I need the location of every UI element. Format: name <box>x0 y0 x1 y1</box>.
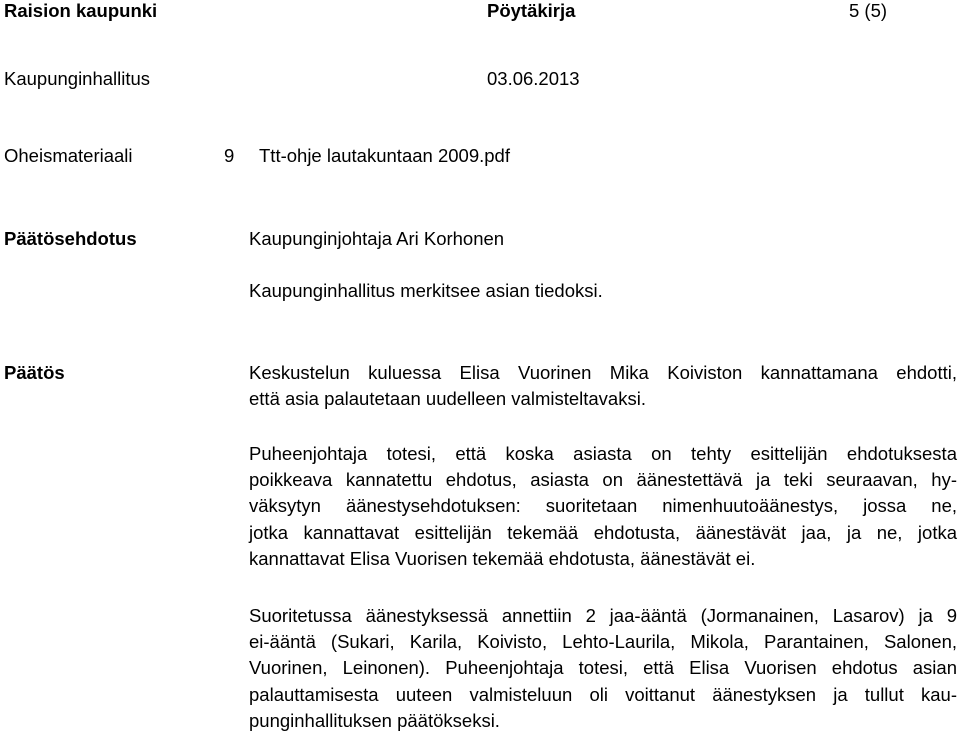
paragraph-line: Suoritetussa äänestyksessä annettiin 2 jaa-ääntä (Jormanainen, Lasarov) ja 9 <box>249 605 957 626</box>
paragraph-line: kannattavat Elisa Vuorisen tekemää ehdotusta, äänestävät ei. <box>249 547 756 569</box>
paragraph-line: jotka kannattavat esittelijän tekemää ehdotusta, äänestävät jaa, ja ne, jotka <box>249 521 957 543</box>
proposal-text: Kaupunginhallitus merkitsee asian tiedoksi. <box>249 280 603 301</box>
attachment-number: 9 <box>224 145 235 166</box>
paragraph-line: väksytyn äänestysehdotuksen: suoritetaan nimenhuutoäänestys, jossa ne, <box>249 495 957 517</box>
paragraph-line: Keskustelun kuluessa Elisa Vuorinen Mika Koiviston kannattamana ehdotti, <box>249 362 957 383</box>
organization-name: Raision kaupunki <box>4 0 158 21</box>
paragraph-line: palauttamisesta uuteen valmisteluun oli voittanut äänestyksen ja tullut kau- <box>249 683 957 705</box>
proposal-presenter: Kaupunginjohtaja Ari Korhonen <box>249 228 505 249</box>
paragraph-line: poikkeava kannatettu ehdotus, asiasta on äänestettävä ja teki seuraavan, hy- <box>249 469 957 491</box>
attachment-title: Ttt-ohje lautakuntaan 2009.pdf <box>259 145 510 166</box>
decision-paragraph-2 <box>249 441 957 572</box>
attachment-label: Oheismateriaali <box>4 145 133 166</box>
decision-label: Päätös <box>4 362 65 383</box>
page-number: 5 (5) <box>849 0 888 21</box>
paragraph-line: että asia palautetaan uudelleen valmisteltavaksi. <box>249 388 646 410</box>
paragraph-line: ei-ääntä (Sukari, Karila, Koivisto, Lehto-Laurila, Mikola, Parantainen, Salonen, <box>249 631 957 653</box>
proposal-label: Päätösehdotus <box>4 228 137 249</box>
paragraph-line: Vuorinen, Leinonen). Puheenjohtaja totesi, että Elisa Vuorisen ehdotus asian <box>249 657 957 679</box>
meeting-date: 03.06.2013 <box>487 68 580 89</box>
document-type: Pöytäkirja <box>487 0 576 21</box>
paragraph-line: punginhallituksen päätökseksi. <box>249 709 500 731</box>
decision-paragraph-1 <box>249 360 957 412</box>
paragraph-line: Puheenjohtaja totesi, että koska asiasta on tehty esittelijän ehdotuksesta <box>249 443 957 464</box>
decision-paragraph-3 <box>249 603 957 734</box>
meeting-body: Kaupunginhallitus <box>4 68 151 89</box>
